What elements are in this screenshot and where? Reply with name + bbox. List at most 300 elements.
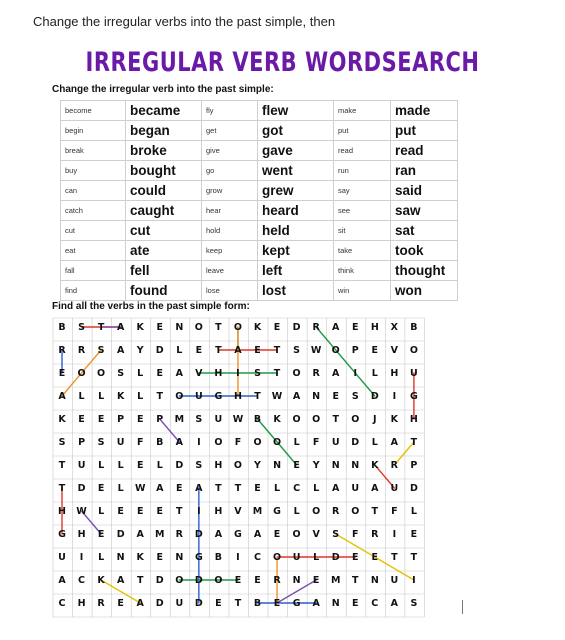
grid-letter: O [292, 368, 301, 379]
instruction-find: Find all the verbs in the past simple form: [52, 301, 250, 312]
past-simple-answer: sat [391, 221, 458, 241]
grid-letter: B [214, 552, 223, 563]
grid-letter: G [273, 506, 281, 517]
worksheet-title: IRREGULAR VERB WORDSEARCH [85, 47, 480, 77]
grid-letter: P [410, 460, 418, 471]
grid-letter: L [156, 460, 163, 471]
base-verb: leave [202, 261, 258, 281]
grid-letter: A [156, 483, 164, 494]
past-simple-answer: became [126, 101, 202, 121]
grid-letter: I [392, 529, 397, 540]
past-simple-answer: won [391, 281, 458, 301]
grid-letter: R [77, 345, 86, 356]
grid-letter: U [214, 414, 223, 425]
grid-letter: K [273, 414, 281, 425]
grid-letter: E [78, 414, 85, 425]
grid-letter: E [195, 345, 203, 356]
past-simple-answer: saw [391, 201, 458, 221]
grid-letter: V [312, 529, 320, 540]
past-simple-answer: bought [126, 161, 202, 181]
grid-letter: A [195, 483, 203, 494]
grid-letter: E [371, 552, 379, 563]
grid-letter: Y [254, 460, 261, 471]
grid-letter: U [390, 575, 399, 586]
grid-letter: E [58, 368, 66, 379]
grid-letter: X [390, 322, 399, 333]
grid-letter: E [293, 460, 300, 471]
grid-letter: E [273, 598, 281, 609]
grid-letter: E [371, 345, 379, 356]
grid-letter: H [370, 322, 379, 333]
grid-letter: I [197, 506, 201, 517]
grid-letter: E [97, 414, 105, 425]
grid-letter: T [234, 483, 242, 494]
base-verb: sit [334, 221, 391, 241]
grid-letter: S [254, 368, 261, 379]
grid-letter: A [390, 598, 399, 609]
past-simple-answer: got [258, 121, 334, 141]
grid-letter: S [195, 460, 203, 471]
past-simple-answer: flew [258, 101, 334, 121]
grid-letter: K [136, 322, 144, 333]
grid-letter: M [252, 506, 263, 517]
grid-letter: W [271, 391, 283, 402]
grid-letter: R [273, 575, 281, 586]
grid-letter: L [274, 483, 281, 494]
grid-letter: O [214, 575, 223, 586]
grid-letter: O [233, 460, 242, 471]
past-simple-answer: put [391, 121, 458, 141]
grid-letter: D [370, 391, 379, 402]
grid-letter: B [58, 322, 66, 333]
grid-letter: H [214, 368, 223, 379]
grid-letter: T [410, 437, 418, 448]
past-simple-answer: cut [126, 221, 202, 241]
grid-letter: O [331, 345, 340, 356]
base-verb: fall [61, 261, 126, 281]
grid-letter: E [410, 529, 418, 540]
grid-letter: R [332, 506, 340, 517]
grid-letter: T [371, 506, 379, 517]
grid-letter: R [390, 460, 399, 471]
grid-letter: A [116, 575, 125, 586]
base-verb: take [334, 241, 391, 261]
base-verb: can [61, 181, 126, 201]
grid-letter: P [156, 414, 164, 425]
past-simple-answer: held [258, 221, 334, 241]
grid-letter: R [312, 368, 320, 379]
base-verb: run [334, 161, 391, 181]
grid-letter: L [98, 460, 105, 471]
grid-letter: H [214, 506, 223, 517]
past-simple-answer: fell [126, 261, 202, 281]
grid-letter: H [58, 506, 66, 517]
base-verb: hold [202, 221, 258, 241]
grid-letter: A [116, 322, 125, 333]
grid-letter: E [254, 483, 261, 494]
grid-letter: E [97, 529, 105, 540]
grid-letter: O [175, 575, 184, 586]
base-verb: hear [202, 201, 258, 221]
grid-letter: N [175, 322, 184, 333]
grid-letter: L [313, 483, 320, 494]
grid-letter: A [332, 483, 340, 494]
grid-letter: R [58, 345, 66, 356]
grid-letter: S [293, 345, 301, 356]
grid-letter: U [331, 437, 340, 448]
grid-letter: L [137, 391, 144, 402]
grid-letter: R [97, 598, 105, 609]
instruction-conjugate: Change the irregular verb into the past simple: [52, 84, 274, 95]
grid-letter: T [410, 552, 418, 563]
grid-letter: O [292, 414, 301, 425]
grid-letter: B [253, 414, 262, 425]
grid-letter: A [175, 437, 183, 448]
grid-letter: A [58, 575, 66, 586]
grid-letter: S [78, 322, 85, 333]
grid-letter: J [373, 414, 377, 425]
grid-letter: T [352, 575, 359, 586]
grid-letter: N [312, 391, 321, 402]
grid-letter: L [117, 460, 124, 471]
grid-letter: Y [136, 345, 144, 356]
grid-letter: E [156, 322, 163, 333]
grid-letter: S [117, 368, 125, 379]
grid-letter: A [371, 483, 379, 494]
grid-letter: D [116, 529, 125, 540]
grid-letter: T [273, 345, 281, 356]
grid-letter: H [233, 391, 242, 402]
past-simple-answer: grew [258, 181, 334, 201]
grid-letter: N [331, 598, 340, 609]
grid-letter: A [332, 368, 340, 379]
past-simple-answer: gave [258, 141, 334, 161]
past-simple-answer: read [391, 141, 458, 161]
grid-letter: T [391, 552, 398, 563]
base-verb: cut [61, 221, 126, 241]
grid-letter: I [197, 437, 201, 448]
grid-letter: R [175, 529, 183, 540]
past-simple-answer: found [126, 281, 202, 301]
grid-letter: L [98, 506, 105, 517]
grid-letter: D [351, 437, 360, 448]
past-simple-answer: heard [258, 201, 334, 221]
grid-letter: R [371, 529, 379, 540]
grid-letter: T [215, 345, 222, 356]
grid-letter: A [253, 529, 262, 540]
grid-letter: E [136, 460, 144, 471]
base-verb: keep [202, 241, 258, 261]
base-verb: get [202, 121, 258, 141]
grid-letter: H [214, 460, 223, 471]
grid-letter: U [390, 483, 399, 494]
grid-letter: A [175, 368, 183, 379]
grid-letter: L [293, 506, 300, 517]
grid-letter: N [370, 575, 379, 586]
grid-letter: I [353, 368, 358, 379]
grid-letter: N [175, 552, 184, 563]
grid-letter: O [97, 368, 106, 379]
grid-letter: W [134, 483, 146, 494]
grid-letter: T [215, 322, 222, 333]
grid-letter: T [136, 575, 144, 586]
grid-letter: L [137, 368, 144, 379]
past-simple-answer: thought [391, 261, 458, 281]
grid-letter: E [352, 598, 359, 609]
grid-letter: C [254, 552, 261, 563]
grid-letter: V [195, 368, 203, 379]
grid-letter: A [390, 437, 399, 448]
grid-letter: U [58, 552, 66, 563]
grid-letter: L [313, 552, 320, 563]
past-simple-answer: took [391, 241, 458, 261]
grid-letter: P [78, 437, 86, 448]
grid-letter: O [409, 345, 418, 356]
grid-letter: M [155, 529, 165, 540]
grid-letter: V [390, 345, 399, 356]
grid-letter: F [234, 437, 242, 448]
grid-letter: U [116, 437, 125, 448]
grid-letter: E [117, 598, 124, 609]
grid-letter: G [58, 529, 66, 540]
grid-letter: M [174, 414, 185, 425]
base-verb: grow [202, 181, 258, 201]
grid-letter: T [58, 460, 66, 471]
past-simple-answer: made [391, 101, 458, 121]
grid-letter: G [292, 598, 301, 609]
grid-letter: K [390, 414, 399, 425]
grid-letter: A [214, 529, 223, 540]
grid-letter: S [97, 437, 105, 448]
grid-letter: H [390, 368, 399, 379]
grid-letter: B [410, 322, 418, 333]
grid-letter: L [371, 368, 378, 379]
base-verb: fly [202, 101, 258, 121]
grid-letter: V [234, 506, 242, 517]
grid-letter: G [409, 391, 418, 402]
grid-letter: F [136, 437, 144, 448]
grid-letter: U [351, 483, 360, 494]
grid-letter: T [156, 391, 163, 402]
grid-letter: S [332, 529, 340, 540]
grid-letter: I [392, 391, 397, 402]
past-simple-answer: caught [126, 201, 202, 221]
grid-letter: D [175, 460, 184, 471]
grid-letter: S [97, 345, 105, 356]
grid-letter: E [117, 506, 124, 517]
grid-letter: O [194, 322, 203, 333]
grid-letter: P [351, 345, 359, 356]
grid-letter: T [254, 391, 261, 402]
grid-letter: H [77, 529, 86, 540]
grid-letter: D [155, 598, 164, 609]
grid-letter: A [136, 598, 144, 609]
grid-letter: E [97, 483, 105, 494]
grid-letter: I [236, 368, 240, 379]
grid-letter: E [273, 529, 281, 540]
grid-letter: O [77, 368, 86, 379]
grid-letter: I [412, 575, 416, 586]
past-simple-answer: left [258, 261, 334, 281]
past-simple-answer: ran [391, 161, 458, 181]
base-verb: break [61, 141, 126, 161]
grid-letter: A [234, 345, 242, 356]
grid-letter: E [176, 483, 183, 494]
grid-letter: U [77, 460, 86, 471]
grid-letter: I [79, 552, 84, 563]
grid-letter: E [234, 575, 242, 586]
grid-letter: N [273, 460, 282, 471]
grid-letter: A [58, 391, 66, 402]
grid-letter: O [214, 437, 223, 448]
grid-letter: E [332, 391, 339, 402]
grid-letter: L [410, 506, 417, 517]
grid-letter: O [312, 414, 321, 425]
base-verb: win [334, 281, 391, 301]
grid-letter: D [194, 598, 203, 609]
grid-letter: E [352, 552, 359, 563]
grid-letter: E [156, 552, 163, 563]
grid-letter: O [273, 437, 282, 448]
grid-letter: T [234, 598, 242, 609]
grid-letter: L [98, 391, 105, 402]
base-verb: eat [61, 241, 126, 261]
past-simple-answer: could [126, 181, 202, 201]
base-verb: put [334, 121, 391, 141]
grid-letter: E [273, 322, 281, 333]
grid-letter: H [409, 414, 418, 425]
grid-letter: D [77, 483, 86, 494]
grid-letter: T [176, 506, 183, 517]
grid-letter: F [391, 506, 398, 517]
text-cursor [462, 600, 463, 614]
grid-letter: T [97, 322, 105, 333]
grid-letter: S [195, 414, 203, 425]
base-verb: give [202, 141, 258, 161]
past-simple-answer: lost [258, 281, 334, 301]
grid-letter: T [58, 483, 66, 494]
grid-letter: D [409, 483, 418, 494]
grid-letter: U [292, 552, 301, 563]
grid-letter: A [116, 345, 125, 356]
grid-letter: K [253, 322, 262, 333]
grid-letter: D [331, 552, 340, 563]
base-verb: think [334, 261, 391, 281]
base-verb: lose [202, 281, 258, 301]
grid-letter: A [332, 322, 340, 333]
grid-letter: O [292, 529, 301, 540]
grid-letter: E [136, 506, 144, 517]
grid-letter: T [273, 368, 281, 379]
grid-letter: O [312, 506, 321, 517]
base-verb: read [334, 141, 391, 161]
base-verb: go [202, 161, 258, 181]
grid-letter: I [236, 552, 240, 563]
intro-text: Change the irregular verbs into the past simple, then [33, 14, 336, 29]
grid-letter: C [78, 575, 86, 586]
grid-letter: O [351, 414, 360, 425]
grid-letter: D [194, 575, 203, 586]
grid-letter: N [292, 575, 301, 586]
grid-letter: T [215, 483, 222, 494]
grid-letter: N [351, 460, 360, 471]
grid-letter: L [293, 437, 300, 448]
grid-letter: O [175, 391, 184, 402]
grid-letter: W [76, 506, 87, 517]
grid-letter: S [58, 437, 66, 448]
grid-letter: Y [312, 460, 320, 471]
grid-letter: N [116, 552, 125, 563]
grid-letter: S [351, 391, 359, 402]
base-verb: make [334, 101, 391, 121]
base-verb: see [334, 201, 391, 221]
base-verb: buy [61, 161, 126, 181]
grid-letter: M [330, 575, 341, 586]
grid-letter: A [312, 598, 320, 609]
grid-letter: L [78, 391, 85, 402]
grid-letter: E [352, 322, 359, 333]
grid-letter: L [98, 552, 105, 563]
grid-letter: F [352, 529, 359, 540]
grid-letter: E [254, 345, 261, 356]
grid-letter: O [273, 552, 282, 563]
past-simple-answer: kept [258, 241, 334, 261]
grid-letter: E [156, 368, 163, 379]
grid-letter: L [117, 483, 124, 494]
grid-letter: K [97, 575, 105, 586]
base-verb: become [61, 101, 126, 121]
base-verb: say [334, 181, 391, 201]
grid-letter: O [233, 322, 242, 333]
grid-letter: D [155, 345, 164, 356]
base-verb: find [61, 281, 126, 301]
past-simple-answer: went [258, 161, 334, 181]
grid-letter: N [331, 460, 340, 471]
grid-letter: A [136, 529, 144, 540]
grid-letter: D [292, 322, 301, 333]
grid-letter: C [293, 483, 301, 494]
base-verb: catch [61, 201, 126, 221]
grid-letter: E [215, 598, 222, 609]
grid-letter: D [155, 575, 164, 586]
grid-letter: B [156, 437, 164, 448]
grid-letter: O [351, 506, 360, 517]
grid-letter: W [310, 345, 322, 356]
grid-letter: H [77, 598, 86, 609]
grid-letter: U [410, 368, 418, 379]
grid-letter: E [136, 414, 144, 425]
grid-letter: G [234, 529, 242, 540]
grid-letter: E [156, 506, 163, 517]
grid-letter: K [58, 414, 66, 425]
grid-letter: E [312, 575, 320, 586]
grid-letter: F [312, 437, 320, 448]
grid-letter: W [232, 414, 244, 425]
grid-letter: G [194, 552, 203, 563]
grid-letter: L [371, 437, 378, 448]
past-simple-answer: said [391, 181, 458, 201]
grid-letter: E [254, 575, 261, 586]
grid-letter: P [117, 414, 125, 425]
grid-letter: C [58, 598, 66, 609]
grid-letter: O [253, 437, 262, 448]
grid-letter: G [214, 391, 223, 402]
grid-letter: K [136, 552, 144, 563]
grid-letter: A [292, 391, 301, 402]
grid-letter: U [175, 598, 184, 609]
past-simple-answer: began [126, 121, 202, 141]
grid-letter: D [194, 529, 203, 540]
